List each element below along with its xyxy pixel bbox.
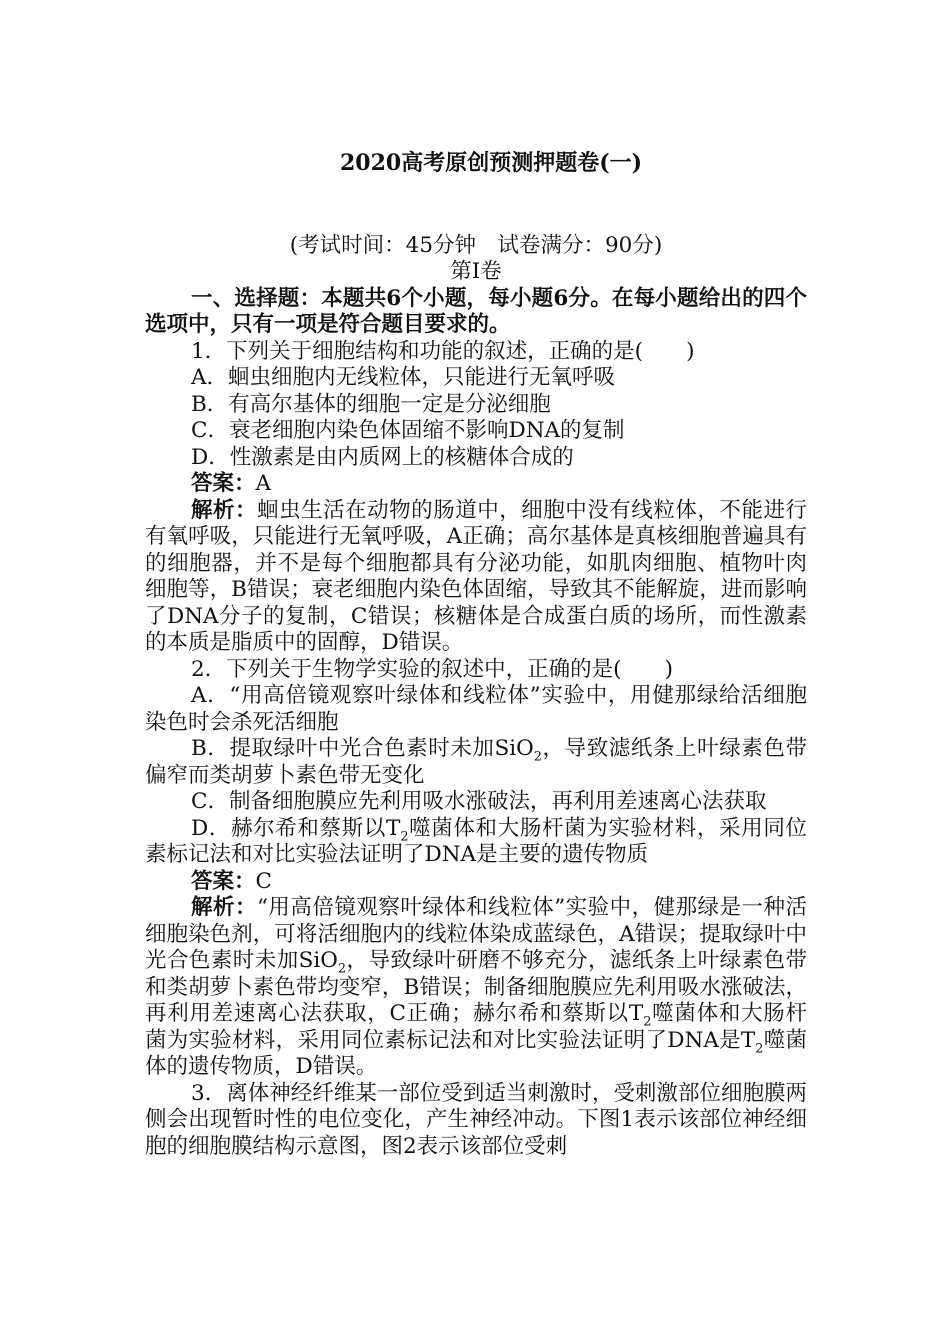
question-2-answer <box>145 869 807 896</box>
question-2-stem: 2．下列关于生物学实验的叙述中，正确的是( ) <box>191 656 673 682</box>
answer-label: 答案： <box>191 868 256 894</box>
exam-title: 2020高考原创预测押题卷(一) <box>339 150 643 176</box>
analysis-label: 解析： <box>191 895 257 920</box>
question-1-option-a: A．蛔虫细胞内无线粒体，只能进行无氧呼吸 <box>191 365 616 390</box>
answer-value: A <box>255 471 272 496</box>
subscript: 2 <box>400 828 409 844</box>
option-d-text: 噬菌体和大肠杆菌为实验材料，采用同位素标记法和对比实验法证明了DNA是主要的遗传物质 <box>145 815 807 867</box>
subscript: 2 <box>337 961 347 977</box>
analysis-text: 蛔虫生活在动物的肠道中，细胞中没有线粒体，不能进行有氧呼吸，只能进行无氧呼吸，A正确；高尔基体是真核细胞普遍具有的细胞器，并不是每个细胞都具有分泌功能，如肌肉细胞、植物叶肉细胞等，B错误；衰老细胞内染色体固缩，导致其不能解旋，进而影响了DNA分子的复制，C错误；核糖体是合成蛋白质的场所，而性激素的本质是脂质中的固醇，D错误。 <box>145 497 807 655</box>
option-d-text: D．赫尔希和蔡斯以T <box>191 815 401 841</box>
question-2-option-b <box>145 736 807 789</box>
option-b-text: ，导致滤纸条上叶绿素色带偏窄而类胡萝卜素色带无变化 <box>145 736 807 788</box>
subscript: 2 <box>643 1014 652 1030</box>
question-2-option-a: A．“用高倍镜观察叶绿体和线粒体”实验中，用健那绿给活细胞染色时会杀死活细胞 <box>145 683 807 735</box>
answer-label: 答案： <box>191 471 256 496</box>
analysis-text: 噬菌体和大肠杆菌为实验材料，采用同位素标记法和对比实验法证明了DNA是T <box>145 1001 807 1053</box>
answer-value: C <box>255 868 272 894</box>
option-b-text: B．提取绿叶中光合色素时未加SiO <box>191 736 534 761</box>
analysis-text: 噬菌体的遗传物质，D错误。 <box>145 1027 807 1079</box>
question-1-option-b: B．有高尔基体的细胞一定是分泌细胞 <box>191 391 551 417</box>
analysis-text: “用高倍镜观察叶绿体和线粒体”实验中，健那绿是一种活细胞染色剂，可将活细胞内的线粒体染成蓝绿色，A错误；提取绿叶中光合色素时未加SiO <box>145 895 807 973</box>
document-page <box>145 150 807 1160</box>
subscript: 2 <box>755 1040 764 1056</box>
question-1-analysis <box>145 498 807 657</box>
question-1-answer <box>145 471 807 498</box>
question-1-option-d: D．性激素是由内质网上的核糖体合成的 <box>191 444 574 470</box>
question-2-option-c: C．制备细胞膜应先利用吸水涨破法，再利用差速离心法获取 <box>191 789 767 814</box>
analysis-text: ，导致绿叶研磨不够充分，滤纸条上叶绿素色带和类胡萝卜素色带均变窄，B错误；制备细胞膜应先利用吸水涨破法，再利用差速离心法获取，C正确；赫尔希和蔡斯以T <box>145 948 807 1026</box>
question-1-stem: 1．下列关于细胞结构和功能的叙述，正确的是( ) <box>191 338 695 364</box>
subscript: 2 <box>533 749 542 765</box>
question-2-option-d <box>145 816 807 869</box>
exam-info: (考试时间：45分钟 试卷满分：90分) <box>289 232 663 258</box>
question-3-stem: 3．离体神经纤维某一部位受到适当刺激时，受刺激部位细胞膜两侧会出现暂时性的电位变化，产生神经冲动。下图1表示该部位神经细胞的细胞膜结构示意图，图2表示该部位受刺 <box>145 1080 807 1159</box>
question-2-analysis <box>145 895 807 1081</box>
part-heading: 第Ⅰ卷 <box>450 259 502 284</box>
section-heading: 一、选择题：本题共6个小题，每小题6分。在每小题给出的四个选项中，只有一项是符合题目要求的。 <box>145 285 807 337</box>
question-1-option-c: C．衰老细胞内染色体固缩不影响DNA的复制 <box>191 418 625 443</box>
analysis-label: 解析： <box>191 497 258 523</box>
